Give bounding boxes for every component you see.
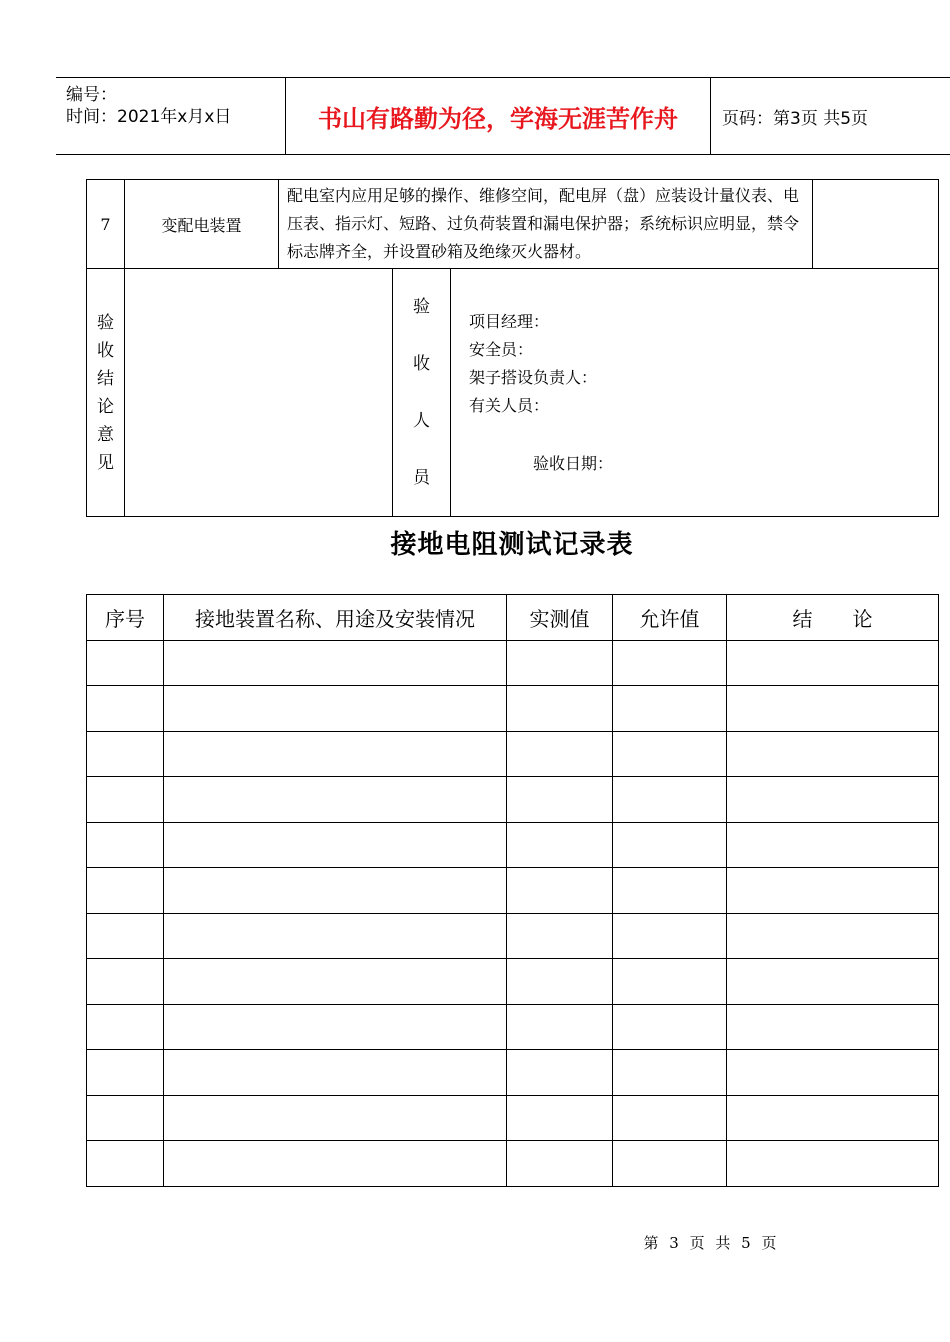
table-row [87,640,939,686]
inspection-date-label: 验收日期： [533,453,614,473]
grounding-header-row [87,595,939,641]
table-cell [164,959,507,1005]
table-cell [164,686,507,732]
table-cell [507,1095,613,1141]
project-manager-label: 项目经理： [469,311,550,331]
table-cell [507,777,613,823]
table-cell [613,1050,727,1096]
table-row [87,868,939,914]
table-cell [507,1050,613,1096]
table-cell [727,731,939,777]
table-cell [507,731,613,777]
conclusion-row [87,269,939,517]
table-row [87,686,939,732]
table-cell [164,731,507,777]
table-cell [87,822,164,868]
col-header-allowed: 允许值 [613,595,727,641]
table-cell [613,1004,727,1050]
table-cell [727,1141,939,1187]
table-cell [727,913,939,959]
table-cell [87,777,164,823]
table-cell [613,913,727,959]
table-cell [87,959,164,1005]
conclusion-field [125,269,393,517]
inspection-table [86,179,939,517]
table-cell [87,1141,164,1187]
table-row [87,1050,939,1096]
table-cell [613,640,727,686]
table-cell [613,822,727,868]
time-label: 时间：2021年x月x日 [66,107,232,127]
table-cell [164,1004,507,1050]
conclusion-label: 验 收 结 论 意 见 [87,269,125,517]
table-cell [507,686,613,732]
table-row [87,913,939,959]
table-cell [164,822,507,868]
table-cell [87,913,164,959]
row-number: 7 [87,180,125,269]
scaffold-lead-label: 架子搭设负责人： [469,367,598,387]
col-header-conclusion: 结 论 [727,595,939,641]
table-cell [507,913,613,959]
table-cell [727,1095,939,1141]
page-footer: 第 3 页 共 5 页 [643,1234,777,1252]
table-cell [87,1095,164,1141]
table-row [87,1004,939,1050]
table-row [87,1095,939,1141]
others-label: 有关人员： [469,395,550,415]
grounding-body [87,640,939,1186]
table-row [87,822,939,868]
table-cell [87,1004,164,1050]
table-cell [87,640,164,686]
header-motto: 书山有路勤为径，学海无涯苦作舟 [285,78,711,155]
table-cell [727,1004,939,1050]
table-cell [164,913,507,959]
table-cell [164,1141,507,1187]
col-header-index: 序号 [87,595,164,641]
table-cell [727,686,939,732]
table-cell [164,640,507,686]
table-cell [164,777,507,823]
table-cell [727,959,939,1005]
table-cell [164,868,507,914]
table-cell [507,868,613,914]
table-cell [613,868,727,914]
grounding-table [86,594,939,1187]
page-header [56,77,950,155]
col-header-measured: 实测值 [507,595,613,641]
table-cell [727,777,939,823]
code-label: 编号： [66,85,117,105]
table-cell [164,1050,507,1096]
table-cell [507,959,613,1005]
row-item-name: 变配电装置 [125,180,279,269]
table-cell [507,1004,613,1050]
table-cell [613,686,727,732]
table-cell [613,777,727,823]
table-cell [87,1050,164,1096]
table-row [87,959,939,1005]
table-cell [507,640,613,686]
table-cell [507,822,613,868]
col-header-device: 接地装置名称、用途及安装情况 [164,595,507,641]
row-content: 配电室内应用足够的操作、维修空间，配电屏（盘）应装设计量仪表、电压表、指示灯、短路、过负荷装置和漏电保护器；系统标识应明显，禁令标志牌齐全，并设置砂箱及绝缘灭火器材。 [279,180,813,269]
safety-officer-label: 安全员： [469,339,534,359]
table-row [87,777,939,823]
table-cell [87,868,164,914]
table-cell [613,1095,727,1141]
table-cell [727,640,939,686]
table-cell [727,822,939,868]
table-cell [727,1050,939,1096]
table-cell [164,1095,507,1141]
table-cell [87,686,164,732]
grounding-title: 接地电阻测试记录表 [390,530,634,560]
header-left [66,84,231,128]
table-cell [613,731,727,777]
table-cell [613,1141,727,1187]
inspector-list [451,269,939,517]
header-page-info: 页码：第3页 共5页 [722,109,869,129]
table-cell [507,1141,613,1187]
table-cell [613,959,727,1005]
inspector-label: 验 收 人 员 [393,269,451,517]
table-row [87,731,939,777]
row-remark [813,180,939,269]
inspection-row-7 [87,180,939,269]
table-cell [727,868,939,914]
table-cell [87,731,164,777]
table-row [87,1141,939,1187]
